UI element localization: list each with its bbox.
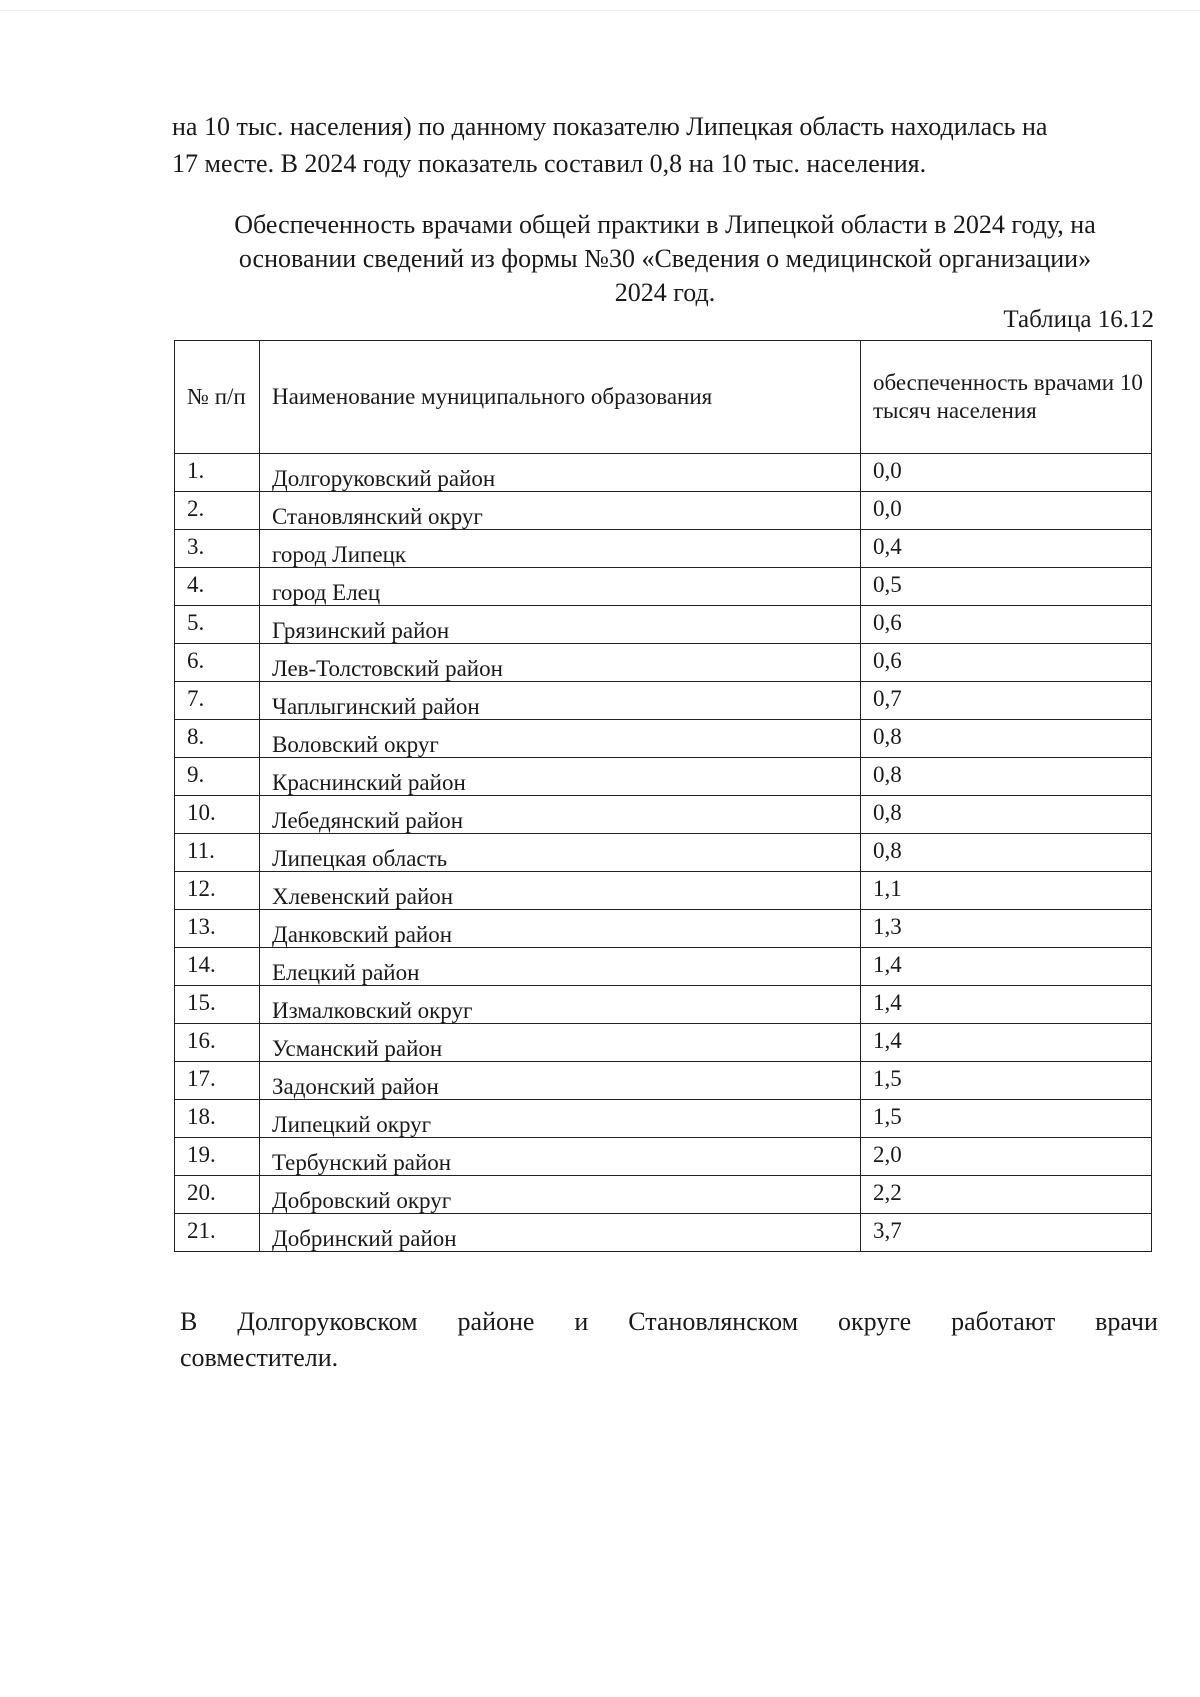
cell-value: 0,6 xyxy=(861,606,1152,644)
closing-line-1 xyxy=(180,1304,1158,1340)
cell-num: 13. xyxy=(175,910,260,948)
cell-name-text: Задонский район xyxy=(272,1074,439,1099)
table-body xyxy=(175,454,1152,1252)
cell-name-text: город Липецк xyxy=(272,542,407,567)
cell-name-text: Воловский округ xyxy=(272,732,439,757)
cell-num: 1. xyxy=(175,454,260,492)
table-row xyxy=(175,1138,1152,1176)
cell-name xyxy=(260,1214,861,1252)
table-number: Таблица 16.12 xyxy=(1003,306,1154,333)
closing-word: В xyxy=(180,1307,198,1336)
cell-name-text: Становлянский округ xyxy=(272,504,483,529)
cell-value: 0,8 xyxy=(861,720,1152,758)
cell-value: 0,0 xyxy=(861,454,1152,492)
cell-name-text: Краснинский район xyxy=(272,770,466,795)
table-row xyxy=(175,568,1152,606)
closing-line-2: совместители. xyxy=(180,1343,339,1372)
cell-num: 7. xyxy=(175,682,260,720)
cell-num: 19. xyxy=(175,1138,260,1176)
table-row xyxy=(175,1100,1152,1138)
cell-name xyxy=(260,1100,861,1138)
closing-word: районе xyxy=(457,1307,535,1336)
cell-name-text: Хлевенский район xyxy=(272,884,454,909)
table-row xyxy=(175,1214,1152,1252)
table-row xyxy=(175,530,1152,568)
table-row xyxy=(175,1062,1152,1100)
cell-name-text: Липецкий округ xyxy=(272,1112,432,1137)
cell-name xyxy=(260,1062,861,1100)
closing-paragraph xyxy=(180,1304,1158,1376)
cell-value: 0,4 xyxy=(861,530,1152,568)
scan-edge-line xyxy=(0,10,1200,11)
cell-name-text: Лебедянский район xyxy=(272,808,464,833)
cell-name xyxy=(260,720,861,758)
closing-word: врачи xyxy=(1095,1307,1158,1336)
cell-num: 10. xyxy=(175,796,260,834)
cell-num: 15. xyxy=(175,986,260,1024)
cell-value: 1,4 xyxy=(861,986,1152,1024)
closing-word: Становлянском xyxy=(628,1307,799,1336)
table-row xyxy=(175,872,1152,910)
cell-name xyxy=(260,454,861,492)
cell-value: 1,4 xyxy=(861,948,1152,986)
closing-word: округе xyxy=(837,1307,912,1336)
cell-num: 18. xyxy=(175,1100,260,1138)
cell-name-text: Тербунский район xyxy=(272,1150,452,1175)
cell-name-text: Добринский район xyxy=(272,1226,457,1251)
caption-line-2: основании сведений из формы №30 «Сведения о медицинской организации» xyxy=(238,244,1092,273)
cell-num: 20. xyxy=(175,1176,260,1214)
table-row xyxy=(175,948,1152,986)
cell-value: 0,0 xyxy=(861,492,1152,530)
cell-num: 4. xyxy=(175,568,260,606)
cell-name-text: Измалковский округ xyxy=(272,998,473,1023)
cell-value: 0,8 xyxy=(861,758,1152,796)
cell-name-text: Добровский округ xyxy=(272,1188,452,1213)
cell-num: 17. xyxy=(175,1062,260,1100)
cell-name xyxy=(260,644,861,682)
table-row xyxy=(175,1024,1152,1062)
cell-num: 14. xyxy=(175,948,260,986)
table-row xyxy=(175,910,1152,948)
cell-value: 0,5 xyxy=(861,568,1152,606)
table-row xyxy=(175,986,1152,1024)
cell-num: 5. xyxy=(175,606,260,644)
cell-num: 11. xyxy=(175,834,260,872)
cell-value: 1,4 xyxy=(861,1024,1152,1062)
cell-value: 1,3 xyxy=(861,910,1152,948)
provision-table xyxy=(174,340,1152,1252)
cell-num: 9. xyxy=(175,758,260,796)
cell-name-text: город Елец xyxy=(272,580,381,605)
cell-num: 2. xyxy=(175,492,260,530)
closing-word: Долгоруковском xyxy=(237,1307,418,1336)
cell-value: 0,8 xyxy=(861,796,1152,834)
cell-num: 21. xyxy=(175,1214,260,1252)
table-row xyxy=(175,606,1152,644)
cell-name xyxy=(260,682,861,720)
cell-name-text: Елецкий район xyxy=(272,960,420,985)
cell-name xyxy=(260,492,861,530)
cell-name-text: Липецкая область xyxy=(272,846,448,871)
table-row xyxy=(175,758,1152,796)
cell-name xyxy=(260,530,861,568)
table-header-row xyxy=(175,341,1152,454)
cell-num: 12. xyxy=(175,872,260,910)
cell-name xyxy=(260,1176,861,1214)
caption-line-3: 2024 год. xyxy=(614,278,716,307)
table-row xyxy=(175,492,1152,530)
cell-num: 6. xyxy=(175,644,260,682)
cell-value: 1,5 xyxy=(861,1100,1152,1138)
header-name: Наименование муниципального образования xyxy=(260,341,861,454)
cell-value: 2,0 xyxy=(861,1138,1152,1176)
table-row xyxy=(175,1176,1152,1214)
cell-value: 0,8 xyxy=(861,834,1152,872)
intro-line-2: 17 месте. В 2024 году показатель составил 0,8 на 10 тыс. населения. xyxy=(172,149,927,178)
header-value: обеспеченность врачами 10 тысяч населения xyxy=(861,341,1152,454)
cell-name xyxy=(260,568,861,606)
table-caption xyxy=(170,208,1160,310)
cell-name xyxy=(260,910,861,948)
cell-name xyxy=(260,606,861,644)
cell-name xyxy=(260,986,861,1024)
table-row xyxy=(175,644,1152,682)
closing-word: работают xyxy=(951,1307,1056,1336)
header-num: № п/п xyxy=(175,341,260,454)
table-row xyxy=(175,454,1152,492)
cell-value: 1,5 xyxy=(861,1062,1152,1100)
cell-num: 3. xyxy=(175,530,260,568)
table-row xyxy=(175,796,1152,834)
cell-name xyxy=(260,834,861,872)
cell-name xyxy=(260,1138,861,1176)
cell-name xyxy=(260,796,861,834)
cell-value: 3,7 xyxy=(861,1214,1152,1252)
cell-name-text: Чаплыгинский район xyxy=(272,694,480,719)
table-row xyxy=(175,834,1152,872)
cell-value: 0,6 xyxy=(861,644,1152,682)
cell-name-text: Лев-Толстовский район xyxy=(272,656,503,681)
table-row xyxy=(175,682,1152,720)
cell-name-text: Грязинский район xyxy=(272,618,450,643)
cell-name xyxy=(260,1024,861,1062)
cell-name-text: Данковский район xyxy=(272,922,453,947)
caption-line-1: Обеспеченность врачами общей практики в Липецкой области в 2024 году, на xyxy=(234,210,1096,239)
cell-num: 16. xyxy=(175,1024,260,1062)
cell-name-text: Долгоруковский район xyxy=(272,466,496,491)
cell-num: 8. xyxy=(175,720,260,758)
closing-word: и xyxy=(574,1307,589,1336)
cell-name xyxy=(260,872,861,910)
intro-line-1: на 10 тыс. населения) по данному показателю Липецкая область находилась на xyxy=(172,112,1048,141)
intro-paragraph xyxy=(172,108,1152,182)
cell-value: 1,1 xyxy=(861,872,1152,910)
cell-name xyxy=(260,948,861,986)
cell-value: 2,2 xyxy=(861,1176,1152,1214)
cell-name xyxy=(260,758,861,796)
cell-value: 0,7 xyxy=(861,682,1152,720)
cell-name-text: Усманский район xyxy=(272,1036,443,1061)
table-row xyxy=(175,720,1152,758)
